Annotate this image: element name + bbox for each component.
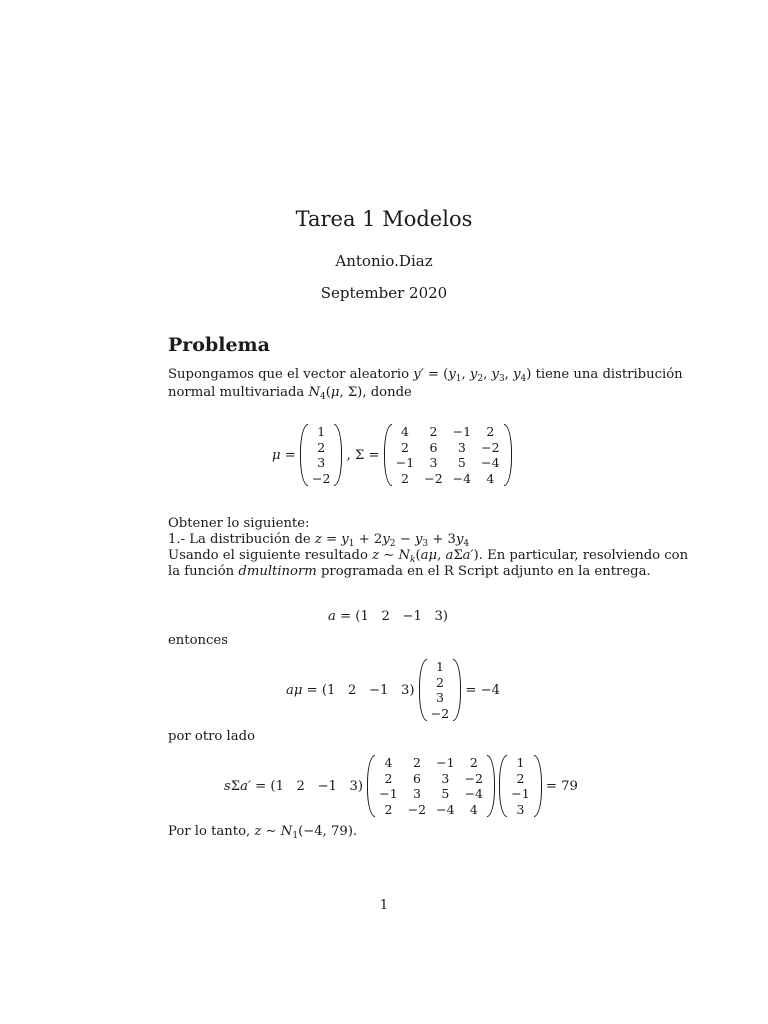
conclusion-line: Por lo tanto, z ∼ $N_1(-4$, 79). [168, 824, 358, 841]
then-text: entonces [168, 633, 228, 648]
other-side-text: por otro lado [168, 729, 256, 744]
paper-title: Tarea 1 Modelos [295, 207, 473, 231]
paper-date: September 2020 [320, 284, 448, 302]
intro-line-1: Supongamos que el vector aleatorio $y' = (y_1$, $y_2$, $y_3$, $y_4$) tiene una distribución [168, 367, 683, 384]
a-vector-equation: a = (1 2 −1 3) [328, 609, 448, 624]
page-number: 1 [379, 898, 389, 913]
item-1-line: 1.- La distribución de $z = y_1 + 2y_2 - y_3 + 3y_4$ [168, 532, 470, 549]
paper-author: Antonio.Diaz [335, 252, 433, 270]
function-line: la función dmultinorm programada en el R Script adjunto en la entrega. [168, 564, 651, 579]
result-line: Usando el siguiente resultado z ∼ $N_k(a\mu$, aΣa′). En particular, resolviendo con [168, 548, 689, 565]
mu-vector-repeat: 1 2 3 −2 [419, 659, 461, 721]
obtain-line: Obtener lo siguiente: [168, 516, 310, 531]
a-transpose-vector: 1 2 −1 3 [499, 755, 541, 817]
a-sigma-a-equation: s Σ a′ = ( 1 2 −1 3 ) 4 2 −1 2 2 6 3 −2 −1 3 5 −4 2 −2 −4 4 1 2 −1 3 = 79 [224, 755, 578, 817]
function-name: dmultinorm [238, 564, 317, 579]
a-mu-equation: aμ = ( 1 2 −1 3 ) 1 2 3 −2 = −4 [286, 659, 501, 721]
mu-sigma-equation: μ = 1 2 3 −2 , Σ = 4 2 −1 2 2 6 3 −2 −1 3 5 −4 2 −2 −4 4 [272, 424, 512, 486]
sigma-matrix: 4 2 −1 2 2 6 3 −2 −1 3 5 −4 2 −2 −4 4 [384, 424, 512, 486]
sigma-matrix-repeat: 4 2 −1 2 2 6 3 −2 −1 3 5 −4 2 −2 −4 4 [367, 755, 495, 817]
mu-vector: 1 2 3 −2 [300, 424, 342, 486]
section-heading: Problema [168, 334, 270, 356]
intro-line-2: normal multivariada $N_4(\mu$, Σ), donde [168, 385, 412, 402]
